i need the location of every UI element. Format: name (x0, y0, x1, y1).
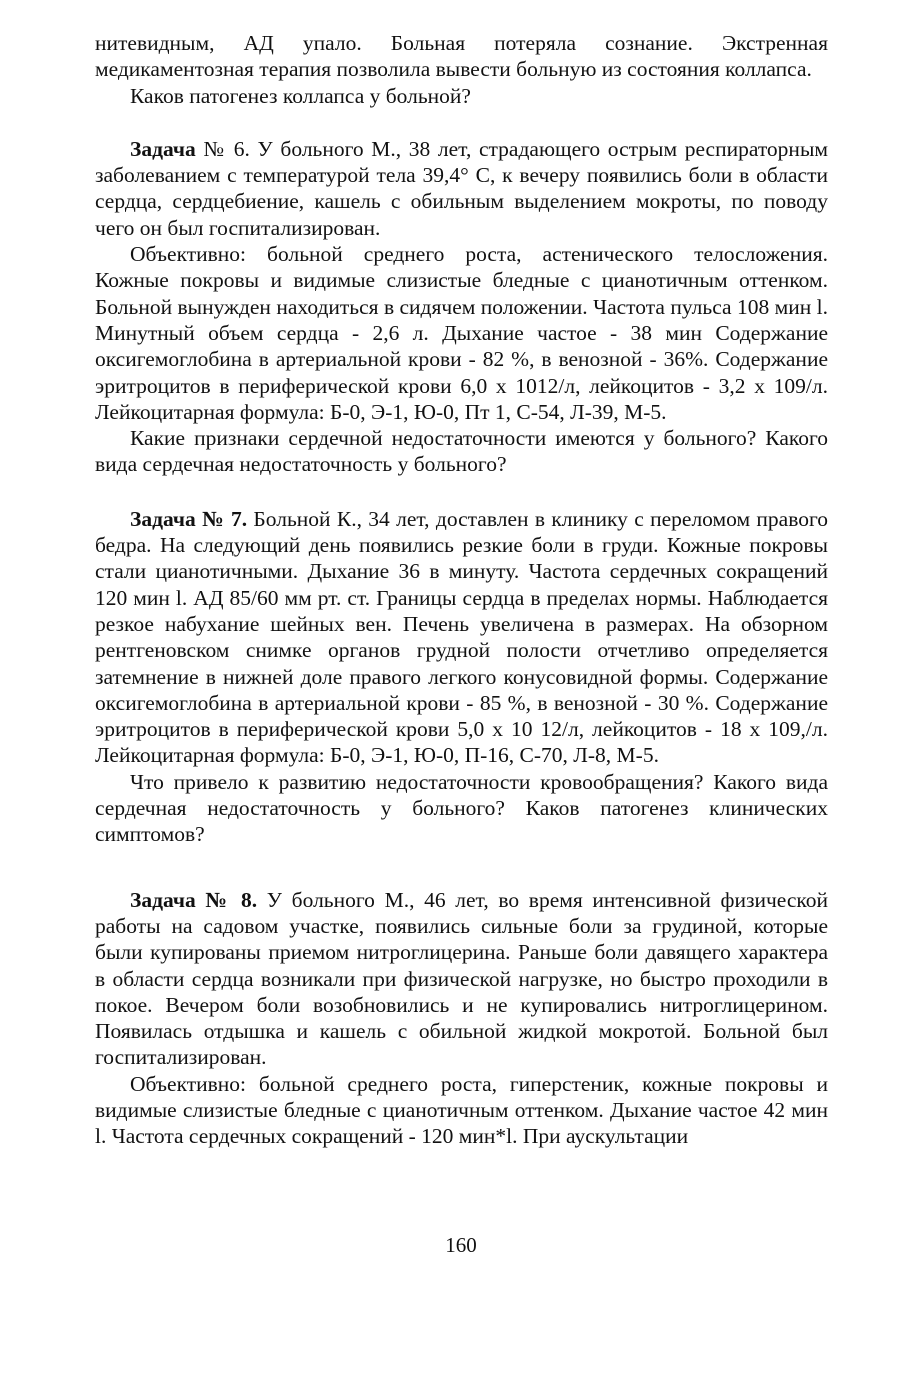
task8-statement (95, 887, 828, 1071)
task6-heading: Задача (130, 136, 196, 161)
task8-heading: Задача № 8. (130, 887, 258, 912)
page-number: 160 (445, 1233, 477, 1257)
task6-question: Какие признаки сердечной недостаточности имеются у больного? Какого вида сердечная недостаточность у больного? (95, 426, 828, 477)
task6-objective: Объективно: больной среднего роста, астенического телосложения. Кожные покровы и видимые слизистые бледные с цианотичным оттенком. Больной вынужден находиться в сидячем положении. Частота пульса 108 мин l. Минутный объем сердца - 2,6 л. Дыхание частое - 38 мин Содержание оксигемоглобина в артериальной крови - 82 %, в венозной - 36%. Содержание эритроцитов в периферической крови 6,0 х 1012/л, лейкоцитов - 3,2 х 109/л. Лейкоцитарная формула: Б-0, Э-1, Ю-0, Пт 1, С-54, Л-39, М-5. (95, 242, 828, 424)
task7-statement (95, 506, 828, 769)
intro-paragraph: нитевидным, АД упало. Больная потеряла сознание. Экстренная медикаментозная терапия позволила вывести больную из состояния коллапса. (95, 31, 828, 82)
task6-text: У больного М., 38 лет, страдающего острым респираторным заболеванием с температурой тела 39,4° С, к вечеру появились боли в области сердца, сердцебиение, кашель с обильным выделением мокроты, по поводу чего он был госпитализирован. (95, 136, 828, 240)
task6-number: № 6. (195, 136, 250, 161)
page-text-block (95, 30, 828, 1150)
task7-text: Больной К., 34 лет, доставлен в клинику с переломом правого бедра. На следующий день появились резкие боли в груди. Кожные покровы стали цианотичными. Дыхание 36 в минуту. Частота сердечных сокращений 120 мин l. АД 85/60 мм рт. ст. Границы сердца в пределах нормы. Наблюдается резкое набухание шейных вен. Печень увеличена в размерах. На обзорном рентгеновском снимке органов грудной полости отчетливо определяется затемнение в нижней доле правого легкого конусовидной формы. Содержание оксигемоглобина в артериальной крови - 85 %, в венозной - 30 %. Содержание эритроцитов в периферической крови 5,0 х 10 12/л, лейкоцитов - 18 х 109,/л. Лейкоцитарная формула: Б-0, Э-1, Ю-0, П-16, С-70, Л-8, М-5. (95, 506, 828, 768)
task8-objective: Объективно: больной среднего роста, гиперстеник, кожные покровы и видимые слизистые бледные с цианотичным оттенком. Дыхание частое 42 мин l. Частота сердечных сокращений - 120 мин*l. При аускультации (95, 1071, 828, 1149)
task7-question: Что привело к развитию недостаточности кровообращения? Какого вида сердечная недостаточность у больного? Каков патогенез клинических симптомов? (95, 769, 828, 847)
task6-statement (95, 136, 828, 241)
intro-question: Каков патогенез коллапса у больной? (130, 83, 471, 108)
task7-heading: Задача № 7. (130, 506, 248, 531)
task8-text: У больного М., 46 лет, во время интенсивной физической работы на садовом участке, появились сильные боли за грудиной, которые были купированы приемом нитроглицерина. Раньше боли давящего характера в области сердца возникали при физической нагрузке, но быстро проходили в покое. Вечером боли возобновились и не купировались нитроглицерином. Появилась отдышка и кашель с обильной жидкой мокротой. Больной был госпитализирован. (95, 887, 828, 1070)
